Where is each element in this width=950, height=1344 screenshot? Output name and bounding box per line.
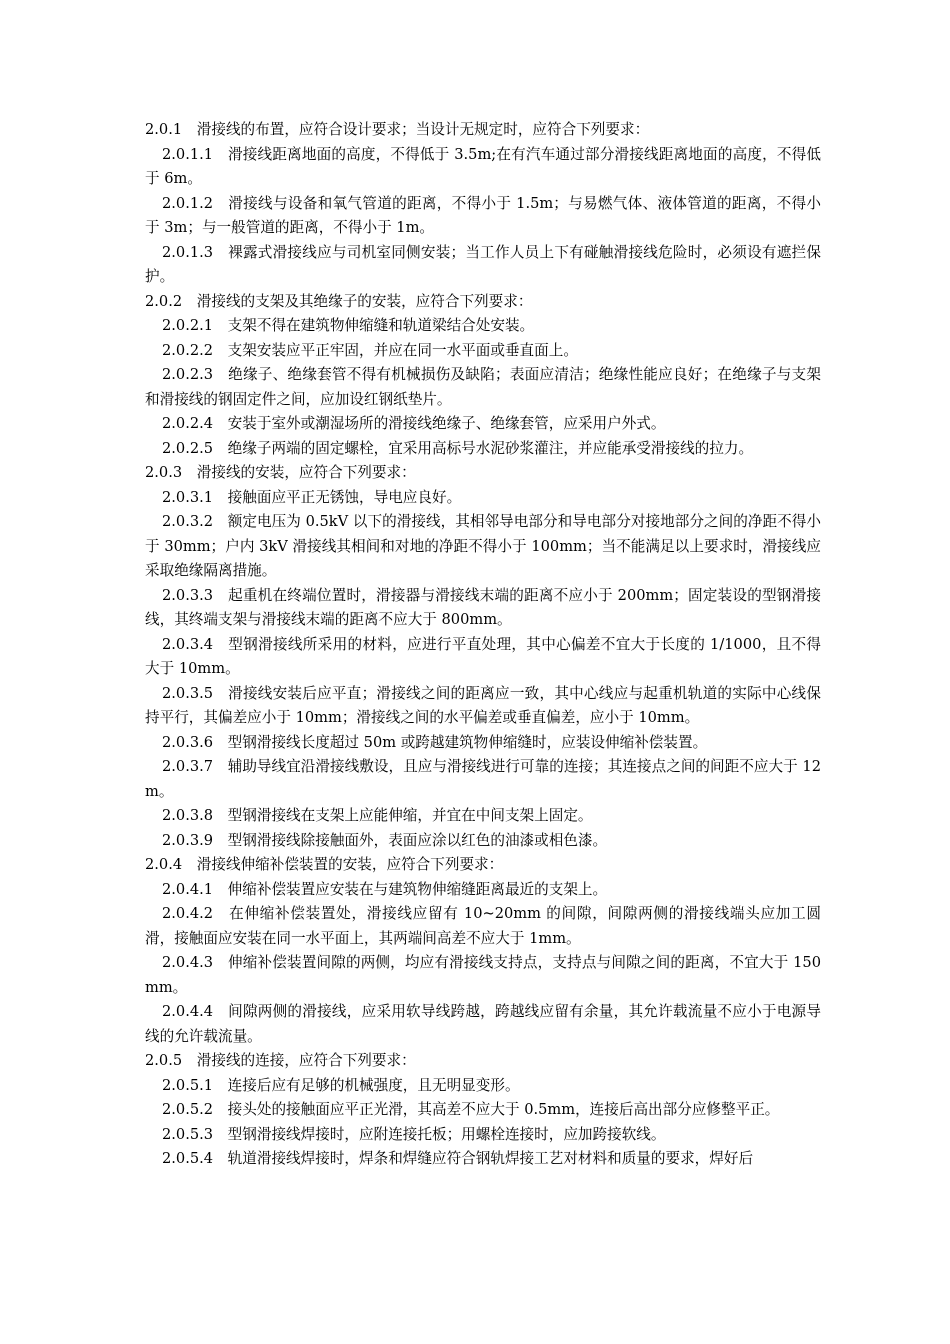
sub-clause: [145, 1000, 821, 1049]
clause-text: 滑接线的支架及其绝缘子的安装，应符合下列要求：: [196, 292, 533, 310]
clause-text: 型钢滑接线所采用的材料，应进行平直处理，其中心偏差不宜大于长度的 1/1000，且不得大于 10mm。: [145, 635, 821, 677]
clause-text: 滑接线与设备和氧气管道的距离，不得小于 1.5m；与易燃气体、液体管道的距离，不得小于 3m；与一般管道的距离，不得小于 1m。: [145, 194, 821, 236]
clause-spacer: [213, 146, 228, 163]
clause-spacer: [182, 293, 197, 310]
clause-spacer: [213, 317, 228, 334]
clause-spacer: [182, 121, 197, 138]
sub-clause: [145, 192, 821, 241]
clause-number: 2.0.3.9: [162, 831, 214, 849]
clause-number: 2.0.3.3: [162, 586, 214, 604]
clause-number: 2.0.5.2: [162, 1101, 214, 1118]
sub-clause: [145, 241, 821, 290]
clause-number: 2.0.3.7: [162, 758, 214, 775]
clause-spacer: [182, 1052, 197, 1069]
clause-number: 2.0.3.1: [162, 488, 214, 506]
clause-spacer: [213, 415, 228, 432]
clause-text: 滑接线的安装，应符合下列要求：: [196, 464, 416, 481]
sub-clause: [145, 584, 821, 633]
clause-number: 2.0.5.4: [162, 1150, 214, 1167]
sub-clause: [145, 902, 821, 951]
section-clause: [145, 853, 821, 878]
clause-spacer: [182, 856, 197, 873]
clause-text: 型钢滑接线在支架上应能伸缩，并宜在中间支架上固定。: [227, 807, 593, 824]
clause-number: 2.0.2.3: [162, 366, 214, 383]
sub-clause: [145, 1147, 821, 1172]
clause-spacer: [213, 440, 228, 457]
section-clause: [145, 290, 821, 315]
clause-text: 轨道滑接线焊接时，焊条和焊缝应符合钢轨焊接工艺对材料和质量的要求，焊好后: [227, 1150, 754, 1167]
section-clause: [145, 1049, 821, 1074]
clause-spacer: [213, 832, 228, 849]
sub-clause: [145, 1098, 821, 1123]
clause-spacer: [213, 636, 228, 653]
clause-text: 安装于室外或潮湿场所的滑接线绝缘子、绝缘套管，应采用户外式。: [227, 415, 666, 432]
clause-text: 伸缩补偿装置应安装在与建筑物伸缩缝距离最近的支架上。: [227, 880, 608, 898]
sub-clause: [145, 363, 821, 412]
sub-clause: [145, 951, 821, 1000]
sub-clause: [145, 829, 821, 854]
sub-clause: [145, 339, 821, 364]
sub-clause: [145, 804, 821, 829]
clause-number: 2.0.1.1: [162, 145, 214, 163]
clause-number: 2.0.5.1: [162, 1076, 214, 1094]
clause-number: 2.0.1.3: [162, 243, 214, 261]
sub-clause: [145, 1074, 821, 1099]
clause-number: 2.0.3.4: [162, 635, 214, 653]
clause-spacer: [213, 1101, 228, 1118]
sub-clause: [145, 1123, 821, 1148]
clause-number: 2.0.2: [145, 292, 183, 310]
clause-text: 辅助导线宜沿滑接线敷设，且应与滑接线进行可靠的连接；其连接点之间的间距不应大于 12m。: [145, 758, 821, 800]
sub-clause: [145, 755, 821, 804]
clause-number: 2.0.4.2: [162, 905, 214, 922]
clause-spacer: [213, 881, 228, 898]
clause-spacer: [213, 1126, 228, 1143]
clause-text: 接头处的接触面应平正光滑，其高差不应大于 0.5mm，连接后高出部分应修整平正。: [227, 1101, 780, 1118]
clause-text: 滑接线的布置，应符合设计要求；当设计无规定时，应符合下列要求：: [196, 121, 650, 138]
sub-clause: [145, 731, 821, 756]
clause-number: 2.0.2.4: [162, 415, 214, 432]
sub-clause: [145, 633, 821, 682]
clause-spacer: [213, 366, 228, 383]
clause-number: 2.0.3.5: [162, 684, 214, 702]
clause-spacer: [213, 758, 228, 775]
clause-spacer: [213, 489, 228, 506]
sub-clause: [145, 143, 821, 192]
clause-text: 裸露式滑接线应与司机室同侧安装；当工作人员上下有碰触滑接线危险时，必须设有遮拦保护。: [145, 243, 821, 285]
clause-spacer: [213, 905, 229, 922]
clause-text: 绝缘子、绝缘套管不得有机械损伤及缺陷；表面应清洁；绝缘性能应良好；在绝缘子与支架和滑接线的钢固定件之间，应加设红钢纸垫片。: [145, 366, 821, 408]
clause-spacer: [213, 244, 228, 261]
clause-text: 起重机在终端位置时，滑接器与滑接线末端的距离不应小于 200mm；固定装设的型钢滑接线，其终端支架与滑接线末端的距离不应大于 800mm。: [145, 586, 821, 628]
sub-clause: [145, 878, 821, 903]
document-page: [145, 118, 821, 1172]
clause-text: 型钢滑接线焊接时，应附连接托板；用螺栓连接时，应加跨接软线。: [227, 1125, 666, 1143]
sub-clause: [145, 510, 821, 584]
clause-spacer: [182, 464, 197, 481]
clause-text: 滑接线伸缩补偿装置的安装，应符合下列要求：: [196, 856, 504, 873]
clause-number: 2.0.2.2: [162, 341, 214, 359]
clause-spacer: [213, 513, 228, 530]
sub-clause: [145, 437, 821, 462]
clause-text: 滑接线距离地面的高度，不得低于 3.5m;在有汽车通过部分滑接线距离地面的高度，不得低于 6m。: [145, 145, 821, 187]
clause-number: 2.0.2.1: [162, 317, 214, 334]
clause-number: 2.0.2.5: [162, 439, 214, 457]
clause-text: 连接后应有足够的机械强度，且无明显变形。: [227, 1076, 520, 1094]
clause-number: 2.0.4.3: [162, 954, 214, 971]
clause-text: 支架不得在建筑物伸缩缝和轨道梁结合处安装。: [227, 317, 535, 334]
sub-clause: [145, 314, 821, 339]
clause-number: 2.0.3.6: [162, 733, 214, 751]
clause-text: 型钢滑接线除接触面外，表面应涂以红色的油漆或相色漆。: [227, 831, 608, 849]
clause-text: 绝缘子两端的固定螺栓，宜采用高标号水泥砂浆灌注，并应能承受滑接线的拉力。: [227, 439, 754, 457]
clause-number: 2.0.4: [145, 856, 183, 873]
clause-spacer: [213, 195, 228, 212]
clause-spacer: [213, 1150, 228, 1167]
clause-text: 额定电压为 0.5kV 以下的滑接线，其相邻导电部分和导电部分对接地部分之间的净距不得小于 30mm；户内 3kV 滑接线其相间和对地的净距不得小于 100mm；当不能满足以上要求时，滑接线应采取绝缘隔离措施。: [145, 513, 821, 579]
clause-number: 2.0.1: [145, 121, 183, 138]
section-clause: [145, 118, 821, 143]
clause-spacer: [213, 734, 228, 751]
clause-spacer: [213, 1077, 228, 1094]
sub-clause: [145, 486, 821, 511]
clause-text: 支架安装应平正牢固，并应在同一水平面或垂直面上。: [227, 341, 578, 359]
clause-spacer: [213, 685, 228, 702]
clause-number: 2.0.4.4: [162, 1003, 214, 1020]
clause-text: 滑接线安装后应平直；滑接线之间的距离应一致，其中心线应与起重机轨道的实际中心线保持平行，其偏差应小于 10mm；滑接线之间的水平偏差或垂直偏差，应小于 10mm。: [145, 684, 821, 726]
clause-text: 伸缩补偿装置间隙的两侧，均应有滑接线支持点，支持点与间隙之间的距离，不宜大于 150mm。: [145, 954, 821, 996]
sub-clause: [145, 412, 821, 437]
clause-number: 2.0.3.2: [162, 513, 214, 530]
clause-text: 接触面应平正无锈蚀，导电应良好。: [227, 488, 462, 506]
clause-text: 在伸缩补偿装置处，滑接线应留有 10~20mm 的间隙，间隙两侧的滑接线端头应加工圆滑，接触面应安装在同一水平面上，其两端间高差不应大于 1mm。: [145, 905, 821, 947]
clause-text: 间隙两侧的滑接线，应采用软导线跨越，跨越线应留有余量，其允许载流量不应小于电源导线的允许载流量。: [145, 1003, 821, 1045]
clause-spacer: [213, 954, 228, 971]
clause-text: 型钢滑接线长度超过 50m 或跨越建筑物伸缩缝时，应装设伸缩补偿装置。: [227, 733, 708, 751]
clause-spacer: [213, 807, 228, 824]
clause-spacer: [213, 342, 228, 359]
clause-text: 滑接线的连接，应符合下列要求：: [196, 1052, 416, 1069]
clause-spacer: [213, 587, 228, 604]
clause-number: 2.0.3.8: [162, 807, 214, 824]
clause-number: 2.0.1.2: [162, 194, 214, 212]
sub-clause: [145, 682, 821, 731]
clause-number: 2.0.5.3: [162, 1125, 214, 1143]
clause-number: 2.0.3: [145, 464, 183, 481]
clause-spacer: [213, 1003, 228, 1020]
clause-number: 2.0.4.1: [162, 880, 214, 898]
clause-number: 2.0.5: [145, 1052, 183, 1069]
section-clause: [145, 461, 821, 486]
